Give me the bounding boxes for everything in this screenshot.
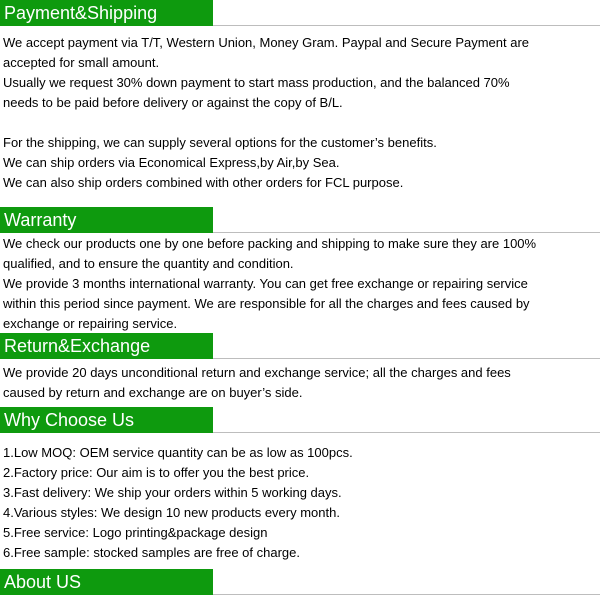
about-us-section: [0, 569, 600, 595]
text-line: Usually we request 30% down payment to start mass production, and the balanced 70%: [3, 75, 510, 90]
list-item: 5.Free service: Logo printing&package design: [3, 525, 268, 540]
list-item: 4.Various styles: We design 10 new products every month.: [3, 505, 340, 520]
return-exchange-header: [0, 333, 600, 359]
header-divider: [213, 25, 600, 26]
text-line: needs to be paid before delivery or against the copy of B/L.: [3, 95, 343, 110]
return-exchange-text: [0, 363, 600, 403]
text-line: within this period since payment. We are responsible for all the charges and fees caused by: [3, 296, 530, 311]
text-line: We can also ship orders combined with other orders for FCL purpose.: [3, 175, 404, 190]
about-us-header: [0, 569, 600, 595]
text-line: For the shipping, we can supply several options for the customer’s benefits.: [3, 135, 437, 150]
payment-shipping-title: Payment&Shipping: [0, 0, 213, 26]
list-item: 1.Low MOQ: OEM service quantity can be as low as 100pcs.: [3, 445, 353, 460]
text-line: We check our products one by one before packing and shipping to make sure they are 100%: [3, 236, 537, 251]
text-line: accepted for small amount.: [3, 55, 160, 70]
text-line: caused by return and exchange are on buyer’s side.: [3, 385, 303, 400]
payment-shipping-section: [0, 0, 600, 193]
payment-shipping-header: [0, 0, 600, 26]
text-line: qualified, and to ensure the quantity and condition.: [3, 256, 294, 271]
warranty-title: Warranty: [0, 207, 213, 233]
about-us-title: About US: [0, 569, 213, 595]
payment-shipping-text: [0, 33, 600, 193]
why-choose-us-header: [0, 407, 600, 433]
list-item: 6.Free sample: stocked samples are free of charge.: [3, 545, 300, 560]
why-choose-us-title: Why Choose Us: [0, 407, 213, 433]
warranty-section: [0, 207, 600, 334]
list-item: 2.Factory price: Our aim is to offer you the best price.: [3, 465, 310, 480]
header-divider: [213, 594, 600, 595]
text-line: We provide 20 days unconditional return and exchange service; all the charges and fees: [3, 365, 511, 380]
header-divider: [213, 232, 600, 233]
header-divider: [213, 358, 600, 359]
text-line: We accept payment via T/T, Western Union, Money Gram. Paypal and Secure Payment are: [3, 35, 530, 50]
why-choose-us-section: [0, 407, 600, 563]
return-exchange-title: Return&Exchange: [0, 333, 213, 359]
text-line: We can ship orders via Economical Express,by Air,by Sea.: [3, 155, 340, 170]
text-line: exchange or repairing service.: [3, 316, 178, 331]
warranty-text: [0, 234, 600, 334]
header-divider: [213, 432, 600, 433]
paragraph-spacer: [3, 113, 596, 133]
return-exchange-section: [0, 333, 600, 403]
why-choose-us-list: [0, 443, 600, 563]
text-line: We provide 3 months international warranty. You can get free exchange or repairing service: [3, 276, 528, 291]
warranty-header: [0, 207, 600, 233]
list-item: 3.Fast delivery: We ship your orders within 5 working days.: [3, 485, 342, 500]
